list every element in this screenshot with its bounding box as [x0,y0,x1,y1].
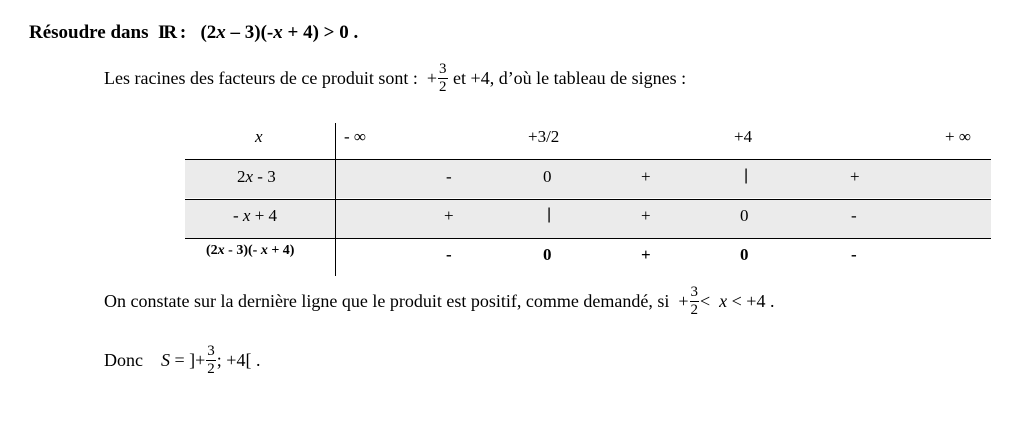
header-value: + ∞ [945,127,971,146]
header-value: - ∞ [344,127,367,146]
roots-text-after: et +4, d’où le tableau de signes : [453,68,687,88]
problem-title [29,22,358,44]
table-rule [185,159,991,160]
solution-line [104,344,260,377]
row-label [206,243,294,259]
row-label [233,206,277,226]
roots-text: Les racines des facteurs de ce produit sont : [104,68,418,88]
solution-eq: = ]+ [170,350,206,370]
fraction-numerator: 3 [690,284,698,300]
row-label-part: - [233,206,243,225]
sign-cell: - [851,245,857,264]
fraction-denominator: 2 [439,79,447,95]
sign-cell: | [547,206,552,223]
fraction-denominator: 2 [690,302,698,318]
fraction-three-halves [690,285,700,318]
sign-cell: 0 [543,245,552,264]
plus-sign: + [426,68,438,88]
row-label-part: - 3)(- [224,243,261,258]
inequality [200,22,358,43]
conclusion-var: x [719,291,728,311]
row-label [237,167,276,187]
inequality-part: – 3)(- [225,22,274,43]
inequality-var: x [273,22,283,43]
sign-cell: + [641,245,651,264]
row-label-part: 2 [237,167,246,186]
conclusion-sentence [104,285,774,318]
sign-cell: 0 [740,206,749,225]
table-rule [185,199,991,200]
problem-prefix: Résoudre dans [29,22,149,43]
sign-cell: + [444,206,454,225]
sign-cell: 0 [543,167,552,186]
solution-set-var: S [161,350,170,370]
real-numbers-symbol: IR [157,22,176,43]
conclusion-text: On constate sur la dernière ligne que le produit est positif, comme demandé, si [104,291,670,311]
fraction-three-halves [438,62,448,95]
roots-sentence [104,62,686,95]
row-label-var: x [260,243,268,258]
sign-cell: - [851,206,857,225]
sign-cell: | [744,167,749,184]
inequality-part: (2 [200,22,217,43]
problem-colon: : [179,22,187,43]
row-shading [185,160,991,198]
sign-cell: + [641,206,651,225]
conclusion-end: < +4 . [731,291,775,311]
donc-label: Donc [104,350,143,370]
table-column-divider [335,123,336,276]
inequality-part: + 4) > 0 . [282,22,359,43]
header-value: +3/2 [528,127,560,146]
row-label-var: x [245,167,254,186]
row-label-part: (2 [206,243,218,258]
fraction-denominator: 2 [207,361,215,377]
sign-cell: - [446,167,452,186]
row-label-part: - 3 [253,167,276,186]
fraction-numerator: 3 [207,343,215,359]
row-label-var: x [217,243,225,258]
less-than: < [700,291,711,311]
table-rule [185,238,991,239]
sign-cell: 0 [740,245,749,264]
row-label-part: + 4 [250,206,278,225]
row-label-part: + 4) [267,243,295,258]
row-shading [185,200,991,238]
fraction-three-halves [206,344,216,377]
sign-cell: + [641,167,651,186]
sign-cell: + [850,167,860,186]
header-label-x: x [255,127,263,146]
fraction-numerator: 3 [439,61,447,77]
sign-cell: - [446,245,452,264]
inequality-var: x [216,22,226,43]
solution-rest: ; +4[ . [216,350,261,370]
plus-sign: + [678,291,689,311]
row-label-var: x [242,206,251,225]
header-value: +4 [734,127,753,146]
